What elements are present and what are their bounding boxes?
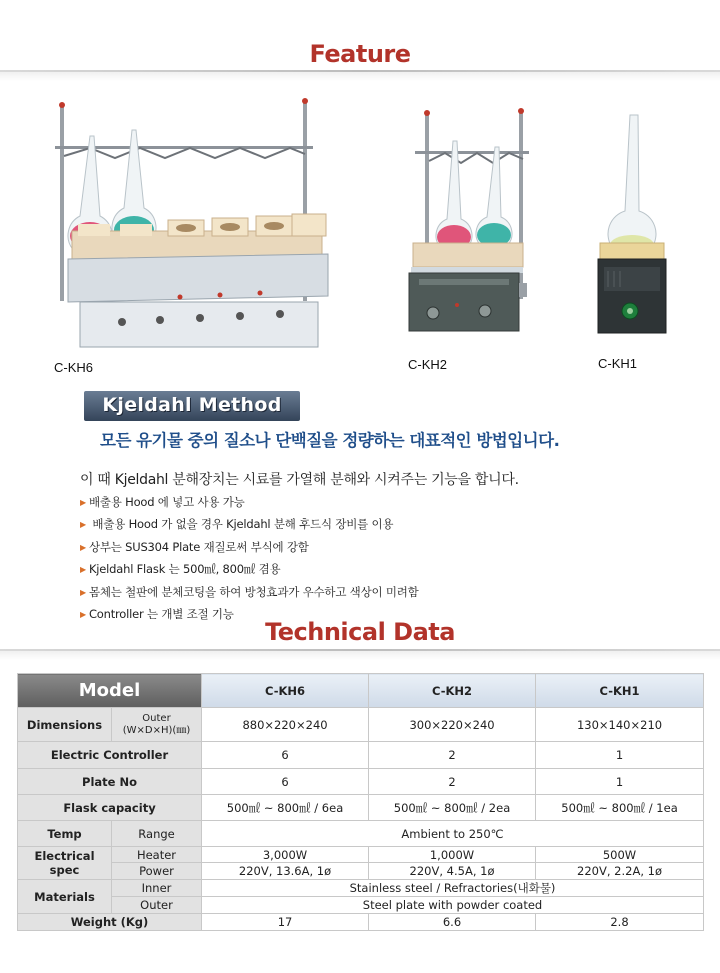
kjeldahl-method-badge	[84, 391, 300, 421]
outer-value: Steel plate with powder coated	[202, 897, 704, 914]
temp-sub: Range	[112, 821, 202, 847]
flask-ckh6: 500㎖ ~ 800㎖ / 6ea	[202, 795, 369, 821]
product-label-ckh1: C-KH1	[598, 356, 638, 371]
inner-label: Inner	[112, 880, 202, 897]
product-label-ckh6: C-KH6	[54, 360, 94, 375]
controller-label: Electric Controller	[18, 742, 202, 769]
heater-ckh6: 3,000W	[202, 847, 369, 863]
list-item	[80, 539, 419, 561]
list-item	[80, 561, 419, 583]
product-ckh1-image	[594, 111, 674, 341]
dimensions-sub-outer: Outer	[142, 712, 171, 724]
technical-rule-shadow	[0, 651, 720, 660]
bullet-text: 상부는 SUS304 Plate 재질로써 부식에 강함	[88, 539, 309, 554]
bullet-arrow-icon: ▶	[80, 520, 86, 530]
heater-ckh1: 500W	[536, 847, 704, 863]
product-label-ckh2: C-KH2	[408, 357, 448, 372]
table-row	[18, 742, 704, 769]
bullet-text: 배출용 Hood 가 없을 경우 Kjeldahl 분해 후드식 장비를 이용	[88, 517, 394, 532]
inner-value: Stainless steel / Refractories(내화물)	[202, 880, 704, 897]
table-row	[18, 863, 704, 880]
power-ckh6: 220V, 13.6A, 1ø	[202, 863, 369, 880]
product-ckh2-image	[405, 107, 530, 342]
list-item	[80, 584, 419, 606]
bullet-arrow-icon: ▶	[80, 609, 86, 619]
dimensions-ckh6: 880×220×240	[202, 708, 369, 742]
feature-rule-shadow	[0, 72, 720, 81]
electrical-label: Electrical spec	[18, 847, 112, 880]
flask-ckh1: 500㎖ ~ 800㎖ / 1ea	[536, 795, 704, 821]
flask-ckh2: 500㎖ ~ 800㎖ / 2ea	[369, 795, 536, 821]
plate-label: Plate No	[18, 769, 202, 795]
power-ckh1: 220V, 2.2A, 1ø	[536, 863, 704, 880]
heater-label: Heater	[112, 847, 202, 863]
weight-label: Weight (Kg)	[18, 914, 202, 931]
table-row	[18, 769, 704, 795]
kjeldahl-intro: 이 때 Kjeldahl 분해장치는 시료를 가열해 분해와 시켜주는 기능을 합니다.	[80, 472, 519, 488]
dimensions-ckh1: 130×140×210	[536, 708, 704, 742]
plate-ckh1: 1	[536, 769, 704, 795]
technical-data-table	[17, 673, 704, 931]
bullet-arrow-icon: ▶	[80, 542, 86, 552]
dimensions-label: Dimensions	[18, 708, 112, 742]
power-label: Power	[112, 863, 202, 880]
controller-ckh6: 6	[202, 742, 369, 769]
weight-ckh1: 2.8	[536, 914, 704, 931]
bullet-text: Controller 는 개별 조절 기능	[88, 606, 234, 621]
model-col-ckh2: C-KH2	[369, 674, 536, 708]
table-row	[18, 708, 704, 742]
bullet-arrow-icon: ▶	[80, 498, 86, 507]
table-row	[18, 821, 704, 847]
weight-ckh6: 17	[202, 914, 369, 931]
table-row	[18, 880, 704, 897]
feature-bullet-list	[80, 494, 419, 628]
bullet-text: 몸체는 철판에 분체코팅을 하여 방청효과가 우수하고 색상이 미려함	[88, 584, 419, 599]
table-row	[18, 914, 704, 931]
table-header-row	[18, 674, 704, 708]
materials-label: Materials	[18, 880, 112, 914]
weight-ckh2: 6.6	[369, 914, 536, 931]
heater-ckh2: 1,000W	[369, 847, 536, 863]
plate-ckh2: 2	[369, 769, 536, 795]
kjeldahl-headline: 모든 유기물 중의 질소나 단백질을 정량하는 대표적인 방법입니다.	[100, 431, 560, 450]
product-ckh6-image	[50, 96, 335, 351]
bullet-arrow-icon: ▶	[80, 587, 86, 597]
kjeldahl-method-title: Kjeldahl Method	[102, 394, 282, 416]
controller-ckh2: 2	[369, 742, 536, 769]
model-col-ckh6: C-KH6	[202, 674, 369, 708]
table-row	[18, 847, 704, 863]
technical-data-title: Technical Data	[265, 618, 455, 646]
feature-title: Feature	[309, 40, 411, 68]
temp-value: Ambient to 250℃	[202, 821, 704, 847]
bullet-arrow-icon: ▶	[80, 565, 86, 575]
bullet-text: 배출용 Hood 에 넣고 사용 가능	[88, 495, 245, 509]
table-row	[18, 795, 704, 821]
plate-ckh6: 6	[202, 769, 369, 795]
bullet-text: Kjeldahl Flask 는 500㎖, 800㎖ 겸용	[88, 562, 281, 577]
flask-label: Flask capacity	[18, 795, 202, 821]
outer-label: Outer	[112, 897, 202, 914]
controller-ckh1: 1	[536, 742, 704, 769]
model-col-ckh1: C-KH1	[536, 674, 704, 708]
table-row	[18, 897, 704, 914]
dimensions-ckh2: 300×220×240	[369, 708, 536, 742]
list-item	[80, 494, 419, 516]
list-item	[80, 516, 419, 538]
power-ckh2: 220V, 4.5A, 1ø	[369, 863, 536, 880]
dimensions-sub-unit: (W×D×H)(㎜)	[122, 724, 191, 736]
dimensions-sub	[112, 708, 202, 742]
model-header: Model	[18, 674, 202, 708]
temp-label: Temp	[18, 821, 112, 847]
